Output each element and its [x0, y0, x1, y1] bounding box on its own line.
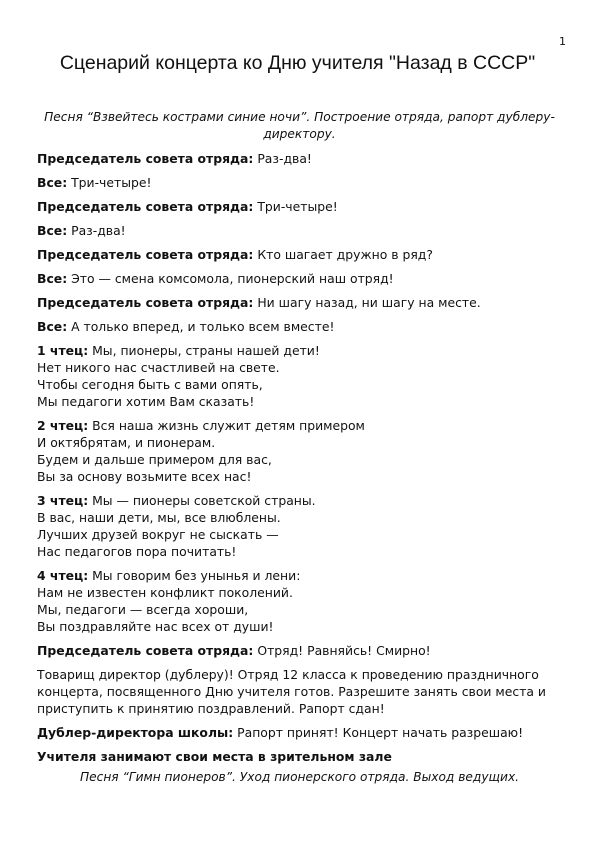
dialogue-line — [37, 222, 562, 239]
page-title: Сценарий концерта ко Дню учителя "Назад в СССР" — [59, 52, 536, 74]
line-text: Кто шагает дружно в ряд? — [253, 247, 433, 262]
dialogue-line — [37, 198, 562, 215]
line-text: Отряд! Равняйсь! Смирно! — [253, 643, 431, 658]
poem-stanza — [37, 492, 562, 560]
dialogue-line — [37, 724, 562, 741]
speaker-label: Все: — [37, 319, 68, 334]
speaker-label: Все: — [37, 271, 68, 286]
poem-line: Нас педагогов пора почитать! — [37, 544, 237, 559]
line-text: Три-четыре! — [253, 199, 338, 214]
speaker-label: Председатель совета отряда: — [37, 643, 254, 658]
poem-line: Мы говорим без унынья и лени: — [88, 568, 301, 583]
line-text: Раз-два! — [67, 223, 126, 238]
report-paragraph — [37, 666, 562, 717]
dialogue-line — [37, 318, 562, 335]
outro-stage-direction: Песня “Гимн пионеров”. Уход пионерского отряда. Выход ведущих. — [79, 770, 520, 784]
line-text: Ни шагу назад, ни шагу на месте. — [253, 295, 481, 310]
poem-line: Мы, пионеры, страны нашей дети! — [88, 343, 320, 358]
speaker-label: 1 чтец: — [37, 343, 89, 358]
director-link[interactable]: директор (дублеру — [98, 667, 224, 682]
poem-line: Мы педагоги хотим Вам сказать! — [37, 394, 255, 409]
poem-line: Мы, педагоги — всегда хороши, — [37, 602, 249, 617]
dialogue-line — [37, 150, 562, 167]
dialogue-line — [37, 270, 562, 287]
speaker-label: Дублер-директора школы: — [37, 725, 234, 740]
line-text: Это — смена комсомола, пионерский наш отряд! — [67, 271, 394, 286]
dialogue-line — [37, 642, 562, 659]
line-text: Три-четыре! — [67, 175, 152, 190]
speaker-label: Председатель совета отряда: — [37, 199, 254, 214]
speaker-label: Председатель совета отряда: — [37, 247, 254, 262]
speaker-label: 2 чтец: — [37, 418, 89, 433]
line-text: Рапорт принят! Концерт начать разрешаю! — [233, 725, 524, 740]
poem-line: Мы — пионеры советской страны. — [88, 493, 316, 508]
report-text: )! Отряд 12 класса к проведению праздничного — [223, 667, 539, 682]
poem-stanza — [37, 342, 562, 410]
report-text: Товарищ — [37, 667, 99, 682]
report-text: приступить к принятию поздравлений. Рапорт сдан! — [37, 701, 385, 716]
speaker-label: Все: — [37, 175, 68, 190]
poem-stanza — [37, 417, 562, 485]
poem-line: Лучших друзей вокруг не сыскать — — [37, 527, 279, 542]
poem-line: В вас, наши дети, мы, все влюблены. — [37, 510, 281, 525]
speaker-label: 4 чтец: — [37, 568, 89, 583]
page-number: 1 — [559, 35, 566, 48]
dialogue-line — [37, 246, 562, 263]
speaker-label: Председатель совета отряда: — [37, 151, 254, 166]
dialogue-line — [37, 174, 562, 191]
poem-stanza — [37, 567, 562, 635]
poem-line: Нет никого нас счастливей на свете. — [37, 360, 280, 375]
line-text: А только вперед, и только всем вместе! — [67, 319, 335, 334]
poem-line: Вы поздравляйте нас всех от души! — [37, 619, 274, 634]
speaker-label: 3 чтец: — [37, 493, 89, 508]
speaker-label: Председатель совета отряда: — [37, 295, 254, 310]
poem-line: Будем и дальше примером для вас, — [37, 452, 272, 467]
line-text: Раз-два! — [253, 151, 312, 166]
intro-stage-direction: Песня “Взвейтесь кострами синие ночи”. Построение отряда, рапорт дублеру-директору. — [44, 110, 555, 141]
script-content — [37, 150, 562, 786]
poem-line: Нам не известен конфликт поколений. — [37, 585, 293, 600]
dialogue-line — [37, 294, 562, 311]
poem-line: Вся наша жизнь служит детям примером — [88, 418, 365, 433]
poem-line: И октябрятам, и пионерам. — [37, 435, 216, 450]
poem-line: Чтобы сегодня быть с вами опять, — [37, 377, 263, 392]
poem-line: Вы за основу возьмите всех нас! — [37, 469, 252, 484]
report-text: концерта, посвященного Дню учителя готов. Разрешите занять свои места и — [37, 684, 546, 699]
stage-direction-bold: Учителя занимают свои места в зрительном зале — [37, 749, 392, 764]
speaker-label: Все: — [37, 223, 68, 238]
